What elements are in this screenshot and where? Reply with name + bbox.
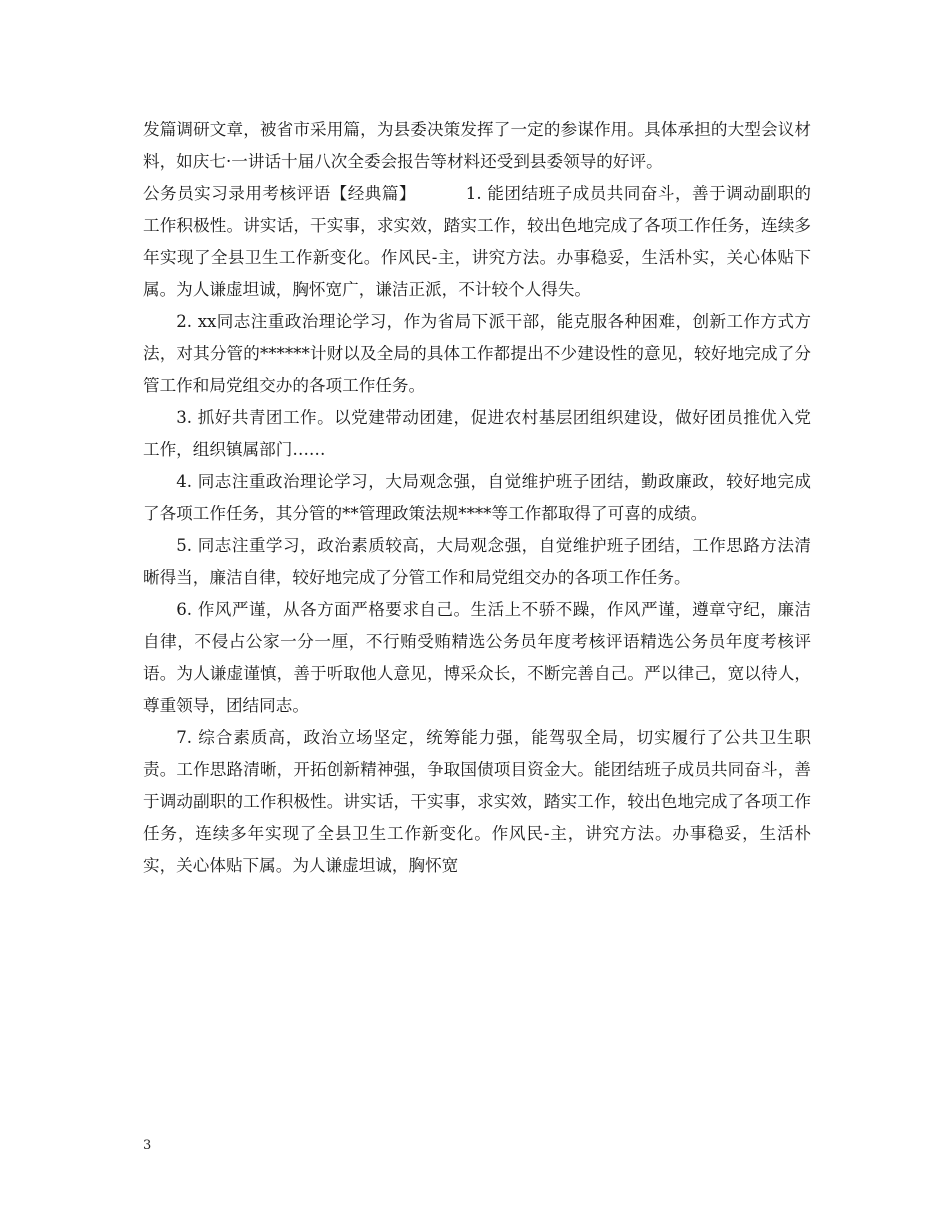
- paragraph-continuation: 发篇调研文章，被省市采用篇，为县委决策发挥了一定的参谋作用。具体承担的大型会议材料，如庆七·一讲话十届八次全委会报告等材料还受到县委领导的好评。: [143, 120, 811, 171]
- item-1-text: 1. 能团结班子成员共同奋斗，善于调动副职的工作积极性。讲实话，干实事，求实效，踏实工作，较出色地完成了各项工作任务，连续多年实现了全县卫生工作新变化。作风民-主，讲究方法。办事稳妥，生活朴实，关心体贴下属。为人谦虚坦诚，胸怀宽广，谦洁正派，不计较个人得失。: [143, 184, 812, 299]
- document-body: [143, 114, 811, 882]
- paragraph-item-3: 3. 抓好共青团工作。以党建带动团建，促进农村基层团组织建设，做好团员推优入党工作，组织镇属部门……: [143, 408, 811, 459]
- paragraph-heading-item-1: [143, 178, 811, 306]
- paragraph-item-2: 2. xx同志注重政治理论学习，作为省局下派干部，能克服各种困难，创新工作方式方法，对其分管的******计财以及全局的具体工作都提出不少建设性的意见，较好地完成了分管工作和局党组交办的各项工作任务。: [143, 312, 811, 395]
- paragraph-item-7: 7. 综合素质高，政治立场坚定，统筹能力强，能驾驭全局，切实履行了公共卫生职责。工作思路清晰，开拓创新精神强，争取国债项目资金大。能团结班子成员共同奋斗，善于调动副职的工作积极性。讲实话，干实事，求实效，踏实工作，较出色地完成了各项工作任务，连续多年实现了全县卫生工作新变化。作风民-主，讲究方法。办事稳妥，生活朴实，关心体贴下属。为人谦虚坦诚，胸怀宽: [143, 728, 811, 875]
- paragraph-item-6: 6. 作风严谨，从各方面严格要求自己。生活上不骄不躁，作风严谨，遵章守纪，廉洁自律，不侵占公家一分一厘，不行贿受贿精选公务员年度考核评语精选公务员年度考核评语。为人谦虚谨慎，善于听取他人意见，博采众长，不断完善自己。严以律己，宽以待人，尊重领导，团结同志。: [143, 600, 811, 715]
- page-number: 3: [143, 1138, 152, 1153]
- section-heading: 公务员实习录用考核评语【经典篇】: [143, 184, 416, 203]
- paragraph-item-4: 4. 同志注重政治理论学习，大局观念强，自觉维护班子团结，勤政廉政，较好地完成了各项工作任务，其分管的**管理政策法规****等工作都取得了可喜的成绩。: [143, 472, 811, 523]
- paragraph-item-5: 5. 同志注重学习，政治素质较高，大局观念强，自觉维护班子团结，工作思路方法清晰得当，廉洁自律，较好地完成了分管工作和局党组交办的各项工作任务。: [143, 536, 811, 587]
